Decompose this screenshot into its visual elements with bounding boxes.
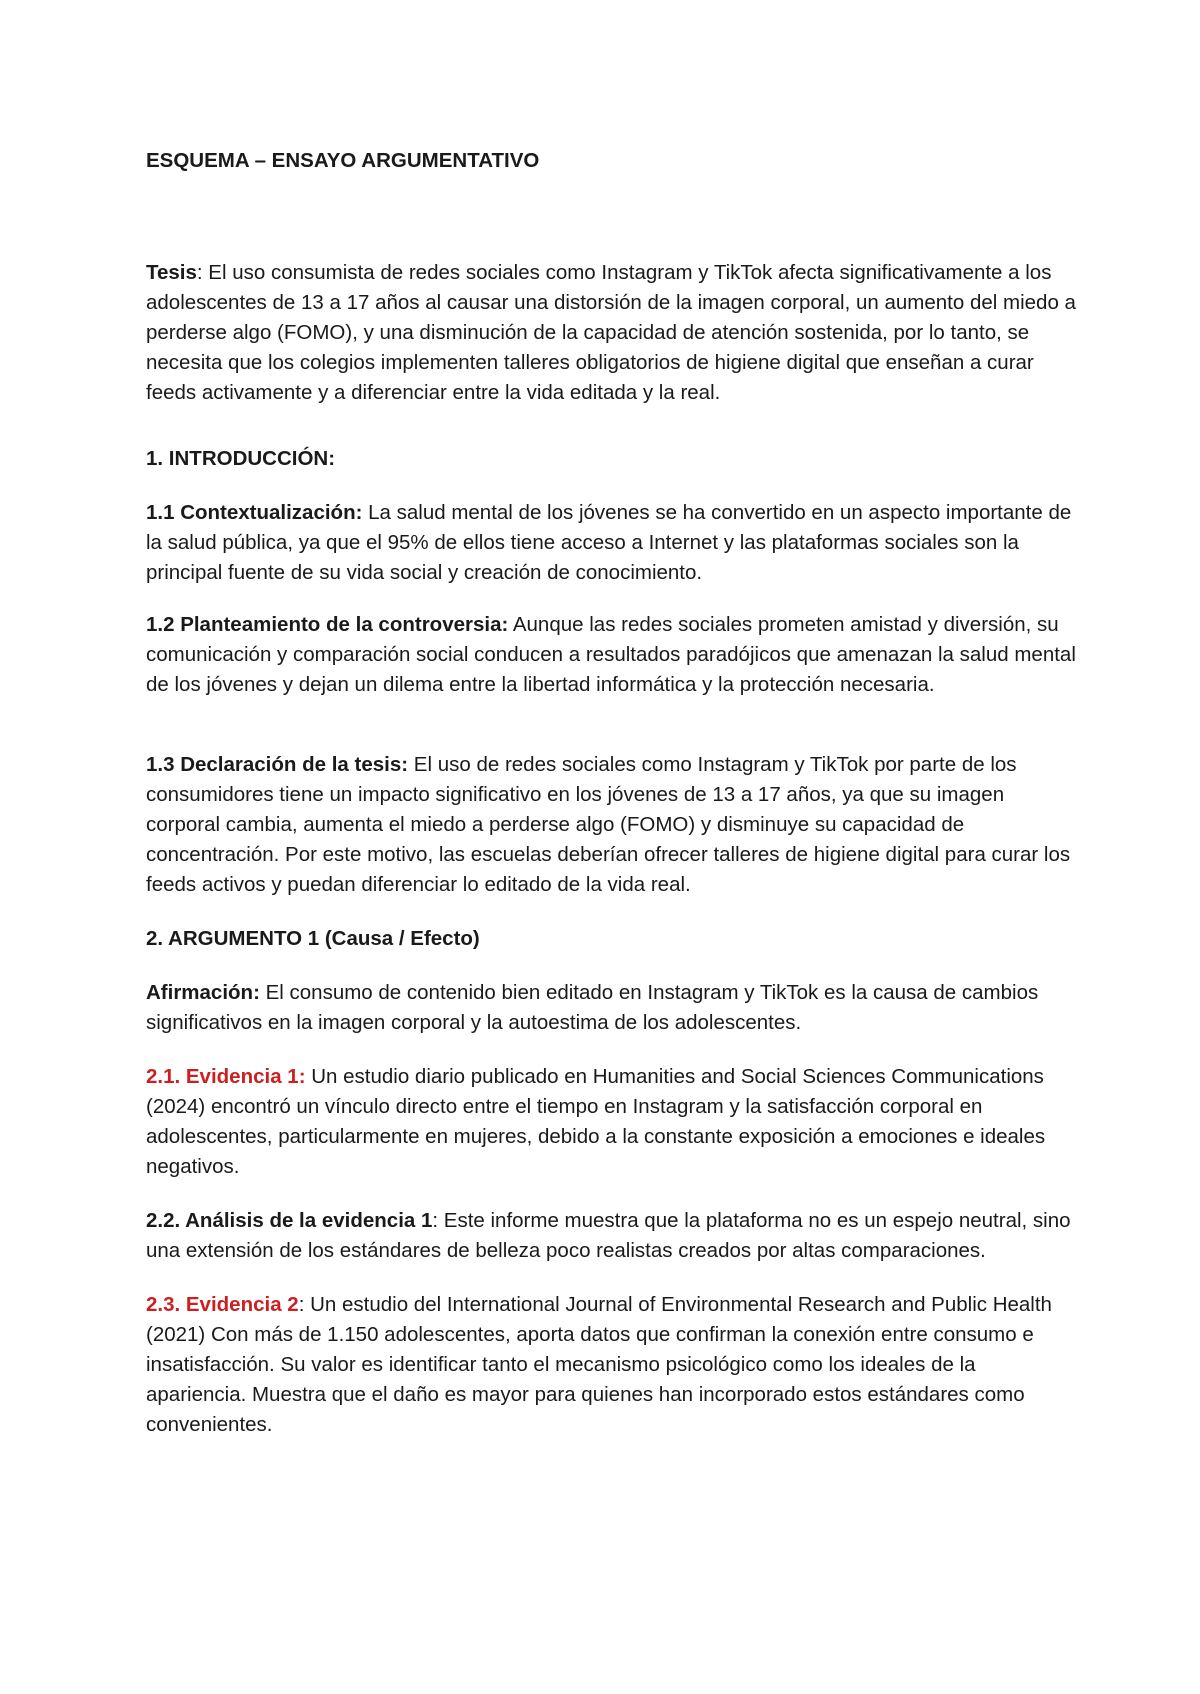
argument1-heading: 2. ARGUMENTO 1 (Causa / Efecto) [146,927,480,950]
evidence2-label: 2.3. Evidencia 2 [146,1293,299,1316]
analysis1-paragraph [146,1206,1080,1266]
analysis1-text: : Este informe muestra que la plataforma no es un espejo neutral, sino una extensión de los estándares de belleza poco realistas creados por altas comparaciones. [146,1209,1071,1262]
claim-label: Afirmación: [146,981,260,1004]
contextualization-paragraph [146,498,1080,588]
claim-text: El consumo de contenido bien editado en Instagram y TikTok es la causa de cambios significativos en la imagen corporal y la autoestima de los adolescentes. [146,981,1039,1034]
thesis-statement-text: El uso de redes sociales como Instagram y TikTok por parte de los consumidores tiene un impacto significativo en los jóvenes de 13 a 17 años, ya que su imagen corporal cambia, aumenta el miedo a perderse algo (FOMO) y disminuye su capacidad de concentración. Por este motivo, las escuelas deberían ofrecer talleres de higiene digital para curar los feeds activos y puedan diferenciar lo editado de la vida real. [146,753,1071,896]
evidence2-text: : Un estudio del International Journal of Environmental Research and Public Health (2021) Con más de 1.150 adolescentes, aporta datos que confirman la conexión entre consumo e insatisfacción. Su valor es identificar tanto el mecanismo psicológico como los ideales de la apariencia. Muestra que el daño es mayor para quienes han incorporado estos estándares como convenientes. [146,1293,1052,1436]
thesis-paragraph [146,258,1080,408]
evidence1-text: Un estudio diario publicado en Humanities and Social Sciences Communications (2024) encontró un vínculo directo entre el tiempo en Instagram y la satisfacción corporal en adolescentes, particularmente en mujeres, debido a la constante exposición a emociones e ideales negativos. [146,1065,1046,1178]
controversy-label: 1.2 Planteamiento de la controversia: [146,613,509,636]
evidence1-paragraph [146,1062,1080,1182]
claim-paragraph [146,978,1080,1038]
evidence1-label: 2.1. Evidencia 1: [146,1065,306,1088]
controversy-text: Aunque las redes sociales prometen amistad y diversión, su comunicación y comparación social conducen a resultados paradójicos que amenazan la salud mental de los jóvenes y dejan un dilema entre la libertad informática y la protección necesaria. [146,613,1076,696]
thesis-text: : El uso consumista de redes sociales como Instagram y TikTok afecta significativamente a los adolescentes de 13 a 17 años al causar una distorsión de la imagen corporal, un aumento del miedo a perderse algo (FOMO), y una disminución de la capacidad de atención sostenida, por lo tanto, se necesita que los colegios implementen talleres obligatorios de higiene digital que enseñan a curar feeds activamente y a diferenciar entre la vida editada y la real. [146,261,1076,404]
analysis1-label: 2.2. Análisis de la evidencia 1 [146,1209,433,1232]
intro-heading: 1. INTRODUCCIÓN: [146,447,336,470]
controversy-paragraph [146,610,1080,700]
evidence2-paragraph [146,1290,1080,1440]
thesis-statement-paragraph [146,750,1080,900]
contextualization-text: La salud mental de los jóvenes se ha convertido en un aspecto importante de la salud pública, ya que el 95% de ellos tiene acceso a Internet y las plataformas sociales son la principal fuente de su vida social y creación de conocimiento. [146,501,1072,584]
thesis-statement-label: 1.3 Declaración de la tesis: [146,753,409,776]
thesis-label: Tesis [146,261,197,284]
contextualization-label: 1.1 Contextualización: [146,501,363,524]
document-title: ESQUEMA – ENSAYO ARGUMENTATIVO [146,149,540,172]
